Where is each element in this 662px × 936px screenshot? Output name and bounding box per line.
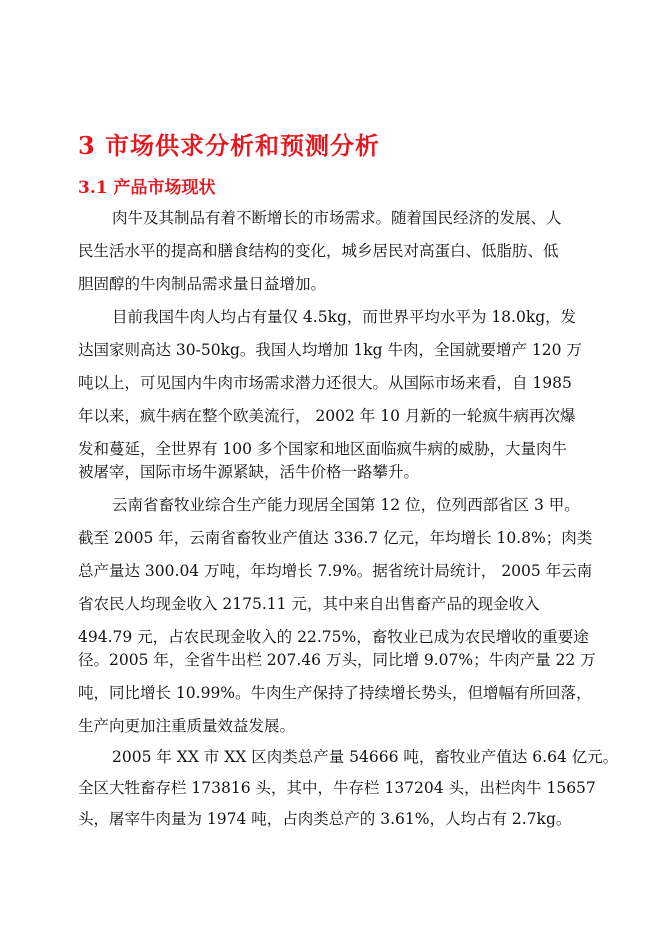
paragraph-line: 总产量达 300.04 万吨，年均增长 7.9%。据省统计局统计， 2005 年云南 (78, 562, 593, 580)
paragraph-line: 民生活水平的提高和膳食结构的变化，城乡居民对高蛋白、低脂肪、低 (78, 242, 559, 260)
paragraph-line: 省农民人均现金收入 2175.11 元，其中来自出售畜产品的现金收入 (78, 595, 540, 613)
paragraph-line: 吨，同比增长 10.99%。牛肉生产保持了持续增长势头，但增幅有所回落， (78, 684, 592, 702)
paragraph-line: 吨以上，可见国内牛肉市场需求潜力还很大。从国际市场来看，自 1985 (78, 374, 572, 392)
paragraph-line: 肉牛及其制品有着不断增长的市场需求。随着国民经济的发展、人 (112, 209, 562, 227)
subsection-heading: 3.1 产品市场现状 (78, 178, 216, 198)
paragraph-line: 生产向更加注重质量效益发展。 (78, 717, 296, 735)
paragraph-line: 2005 年 XX 市 XX 区肉类总产量 54666 吨，畜牧业产值达 6.64 亿元。 (112, 748, 619, 766)
paragraph-line: 头，屠宰牛肉量为 1974 吨，占肉类总产的 3.61%，人均占有 2.7kg。 (78, 810, 572, 828)
paragraph-line: 被屠宰，国际市场牛源紧缺，活牛价格一路攀升。 (78, 463, 420, 481)
paragraph-line: 胆固醇的牛肉制品需求量日益增加。 (78, 275, 327, 293)
paragraph-line: 发和蔓延，全世界有 100 多个国家和地区面临疯牛病的威胁，大量肉牛 (78, 440, 567, 458)
section-heading: 3 市场供求分析和预测分析 (78, 131, 381, 160)
paragraph-line: 云南省畜牧业综合生产能力现居全国第 12 位，位列西部省区 3 甲。 (112, 496, 580, 514)
paragraph-line: 目前我国牛肉人均占有量仅 4.5kg，而世界平均水平为 18.0kg，发 (112, 308, 577, 326)
paragraph-line: 年以来，疯牛病在整个欧美流行， 2002 年 10 月新的一轮疯牛病再次爆 (78, 407, 576, 425)
paragraph-line: 径。2005 年，全省牛出栏 207.46 万头，同比增 9.07%；牛肉产量 22 万 (78, 651, 596, 669)
paragraph-line: 全区大牲畜存栏 173816 头，其中，牛存栏 137204 头，出栏肉牛 15657 (78, 779, 596, 797)
paragraph-line: 截至 2005 年，云南省畜牧业产值达 336.7 亿元，年均增长 10.8%；肉类 (78, 529, 593, 547)
paragraph-line: 494.79 元，占农民现金收入的 22.75%，畜牧业已成为农民增收的重要途 (78, 628, 589, 646)
paragraph-line: 达国家则高达 30-50kg。我国人均增加 1kg 牛肉，全国就要增产 120 万 (78, 341, 582, 359)
